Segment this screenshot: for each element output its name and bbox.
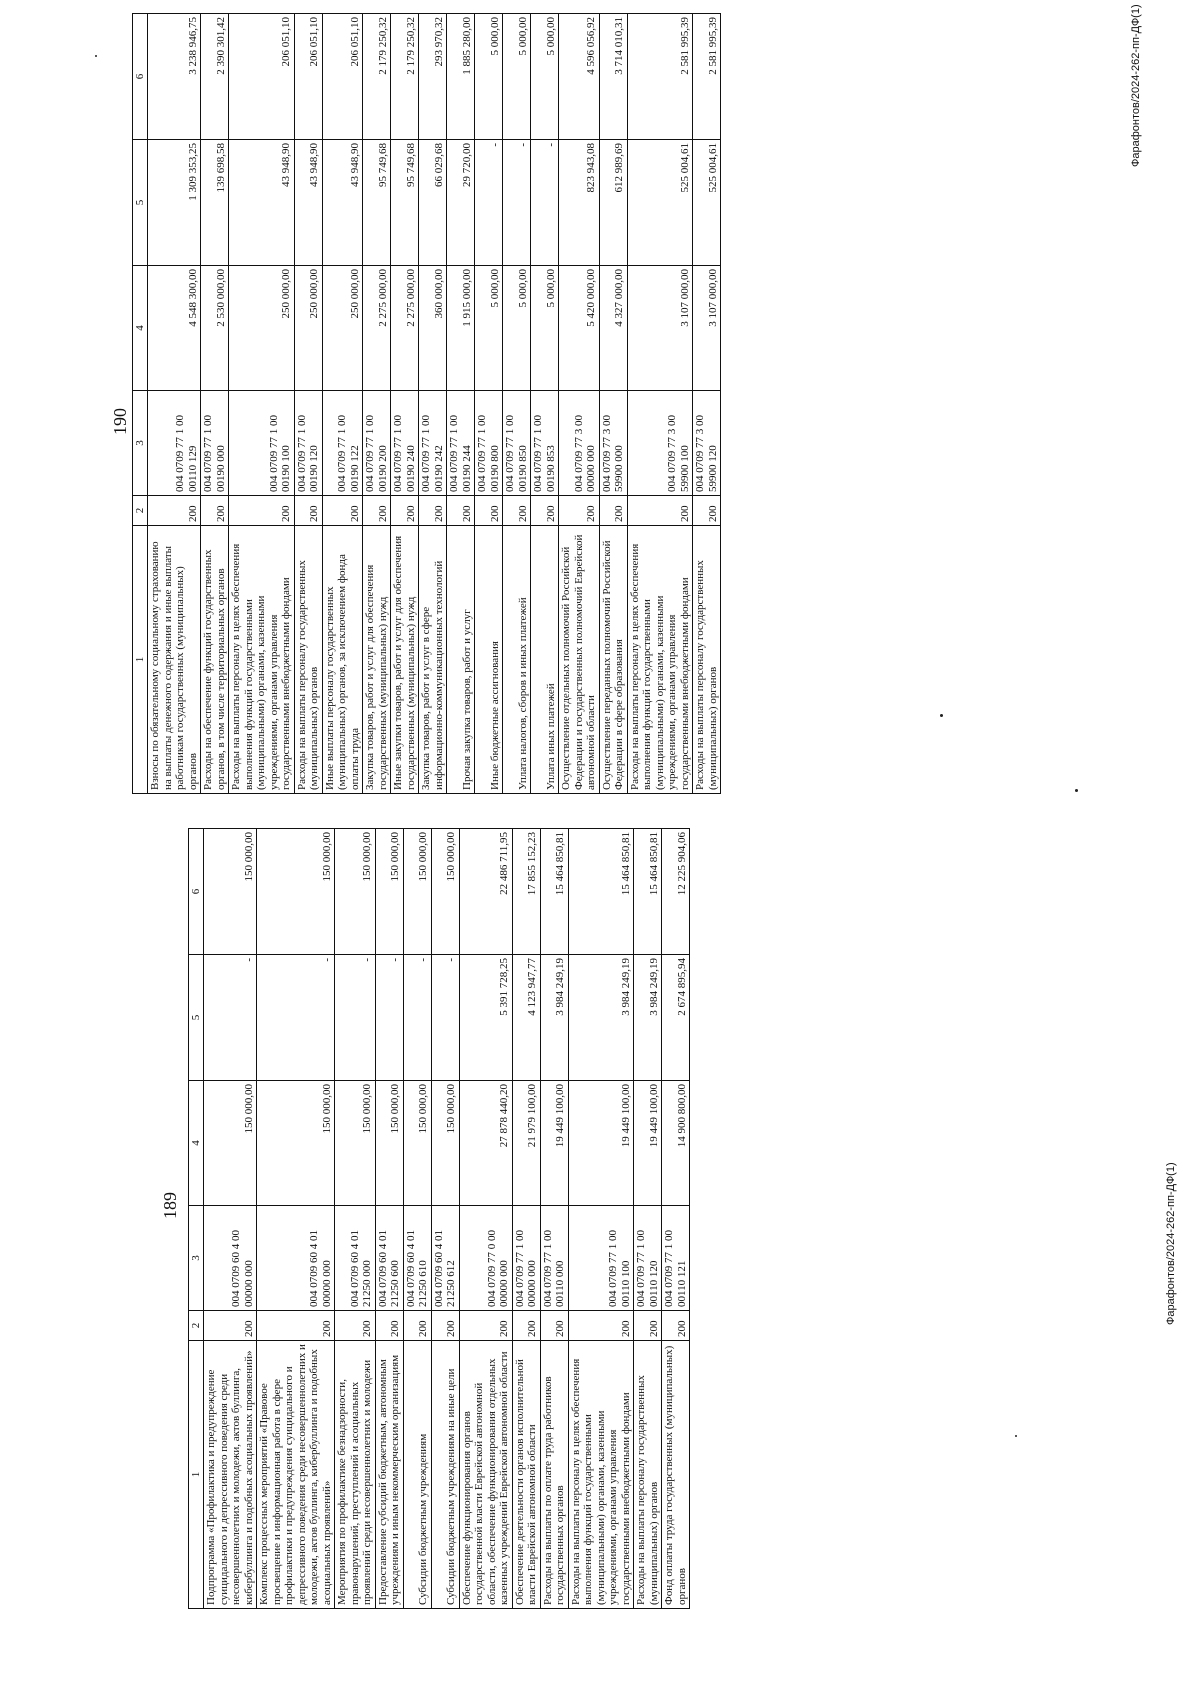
row-plan-amount: 150 000,00	[431, 1081, 459, 1206]
table-row	[257, 829, 335, 1609]
table-row	[559, 14, 600, 794]
row-total-amount: 17 855 152,23	[512, 829, 540, 955]
scan-speck	[1075, 789, 1078, 792]
table-row	[375, 829, 403, 1609]
table-row	[419, 14, 447, 794]
row-total-amount: 150 000,00	[403, 829, 431, 955]
row-total-amount: 1 885 280,00	[447, 14, 475, 140]
table-row	[322, 14, 363, 794]
row-total-amount: 2 179 250,32	[363, 14, 391, 140]
row-change-amount: 43 948,90	[229, 140, 295, 266]
row-code: 200	[148, 496, 201, 526]
column-header: 6	[133, 14, 148, 140]
row-change-amount: 525 004,61	[693, 140, 721, 266]
row-code: 200	[322, 496, 363, 526]
row-kbk: 004 0709 77 3 00 59900 100	[627, 391, 693, 496]
row-code: 200	[447, 496, 475, 526]
row-name: Фонд оплаты труда государственных (муниципальных) органов	[662, 1341, 690, 1609]
row-kbk: 004 0709 77 1 00 00110 100	[568, 1206, 634, 1311]
row-code: 200	[568, 1311, 634, 1341]
row-kbk: 004 0709 77 1 00 00190 000	[201, 391, 229, 496]
row-code: 200	[475, 496, 503, 526]
row-name: Закупка товаров, работ и услуг для обеспечения государственных (муниципальных) нужд	[363, 526, 391, 794]
row-change-amount: 525 004,61	[627, 140, 693, 266]
row-total-amount: 2 581 995,39	[693, 14, 721, 140]
row-change-amount: -	[475, 140, 503, 266]
row-change-amount: 612 989,69	[599, 140, 627, 266]
row-change-amount: -	[257, 955, 335, 1081]
row-name: Уплата налогов, сборов и иных платежей	[503, 526, 531, 794]
row-change-amount: -	[431, 955, 459, 1081]
row-change-amount: 66 029,68	[419, 140, 447, 266]
row-kbk: 004 0709 77 1 00 00190 120	[294, 391, 322, 496]
row-total-amount: 12 225 904,06	[662, 829, 690, 955]
table-row	[431, 829, 459, 1609]
scan-speck	[940, 714, 943, 717]
row-change-amount: 5 391 728,25	[459, 955, 512, 1081]
row-plan-amount: 2 275 000,00	[391, 266, 419, 391]
row-name: Обеспечение деятельности органов исполнительной власти Еврейской автономной области	[512, 1341, 540, 1609]
row-total-amount: 5 000,00	[475, 14, 503, 140]
row-plan-amount: 4 548 300,00	[148, 266, 201, 391]
row-total-amount: 206 051,10	[229, 14, 295, 140]
row-code: 200	[204, 1311, 257, 1341]
scan-speck	[95, 55, 97, 57]
row-change-amount: 95 749,68	[391, 140, 419, 266]
row-kbk: 004 0709 77 3 00 00000 000	[559, 391, 600, 496]
budget-table-left	[188, 828, 690, 1609]
row-name: Прочая закупка товаров, работ и услуг	[447, 526, 475, 794]
row-name: Взносы по обязательному социальному страхованию на выплаты денежного содержания и иные выплаты работникам государственных (муниципальных) органов	[148, 526, 201, 794]
row-code: 200	[599, 496, 627, 526]
row-kbk: 004 0709 77 1 00 00110 000	[540, 1206, 568, 1311]
row-name: Иные бюджетные ассигнования	[475, 526, 503, 794]
row-change-amount: -	[531, 140, 559, 266]
table-row	[363, 14, 391, 794]
row-change-amount: -	[503, 140, 531, 266]
row-name: Осуществление переданных полномочий Российской Федерации в сфере образования	[599, 526, 627, 794]
table-row	[403, 829, 431, 1609]
column-header: 3	[133, 391, 148, 496]
table-row	[335, 829, 376, 1609]
row-plan-amount: 3 107 000,00	[693, 266, 721, 391]
table-row	[568, 829, 634, 1609]
column-header: 5	[133, 140, 148, 266]
row-code: 200	[512, 1311, 540, 1341]
row-name: Уплата иных платежей	[531, 526, 559, 794]
row-plan-amount: 150 000,00	[403, 1081, 431, 1206]
table-row	[148, 14, 201, 794]
row-code: 200	[459, 1311, 512, 1341]
row-plan-amount: 150 000,00	[204, 1081, 257, 1206]
table-row	[391, 14, 419, 794]
row-plan-amount: 5 420 000,00	[559, 266, 600, 391]
table-row	[447, 14, 475, 794]
row-kbk: 004 0709 77 1 00 00190 240	[391, 391, 419, 496]
table-row	[662, 829, 690, 1609]
row-code: 200	[403, 1311, 431, 1341]
row-plan-amount: 14 900 800,00	[662, 1081, 690, 1206]
row-code: 200	[363, 496, 391, 526]
row-code: 200	[229, 496, 295, 526]
row-name: Обеспечение функционирования органов государственной власти Еврейской автономной области, обеспечение функционирования отдельных казенных учреждений Еврейской автономной области	[459, 1341, 512, 1609]
row-plan-amount: 150 000,00	[335, 1081, 376, 1206]
row-kbk: 004 0709 77 0 00 00000 000	[459, 1206, 512, 1311]
row-code: 200	[627, 496, 693, 526]
row-total-amount: 3 238 946,75	[148, 14, 201, 140]
row-change-amount: 139 698,58	[201, 140, 229, 266]
row-kbk: 004 0709 60 4 01 00000 000	[257, 1206, 335, 1311]
table-row	[503, 14, 531, 794]
row-plan-amount: 250 000,00	[294, 266, 322, 391]
row-kbk: 004 0709 77 1 00 00110 120	[634, 1206, 662, 1311]
row-plan-amount: 2 530 000,00	[201, 266, 229, 391]
row-name: Расходы на выплаты персоналу в целях обеспечения выполнения функций государственными (муниципальными) органами, казенными учреждениями, органами управления государственными внебюджетными фондами	[627, 526, 693, 794]
table-row	[204, 829, 257, 1609]
column-header: 3	[189, 1206, 204, 1311]
row-change-amount: -	[335, 955, 376, 1081]
row-plan-amount: 150 000,00	[375, 1081, 403, 1206]
row-code: 200	[503, 496, 531, 526]
row-name: Субсидии бюджетным учреждениям на иные цели	[431, 1341, 459, 1609]
row-code: 200	[294, 496, 322, 526]
table-row	[627, 14, 693, 794]
row-name: Иные закупки товаров, работ и услуг для обеспечения государственных (муниципальных) нужд	[391, 526, 419, 794]
row-plan-amount: 250 000,00	[322, 266, 363, 391]
row-kbk: 004 0709 60 4 01 21250 612	[431, 1206, 459, 1311]
row-kbk: 004 0709 60 4 01 21250 600	[375, 1206, 403, 1311]
scan-speck	[1015, 1435, 1017, 1437]
row-change-amount: 2 674 895,94	[662, 955, 690, 1081]
row-name: Расходы на выплаты по оплате труда работников государственных органов	[540, 1341, 568, 1609]
row-kbk: 004 0709 77 1 00 00190 242	[419, 391, 447, 496]
row-code: 200	[201, 496, 229, 526]
row-name: Расходы на выплаты персоналу в целях обеспечения выполнения функций государственными (муниципальными) органами, казенными учреждениями, органами управления государственными внебюджетными фондами	[568, 1341, 634, 1609]
row-change-amount: 29 720,00	[447, 140, 475, 266]
row-name: Иные выплаты персоналу государственных (муниципальных) органов, за исключением фонда оплаты труда	[322, 526, 363, 794]
row-name: Расходы на выплаты персоналу государственных (муниципальных) органов	[693, 526, 721, 794]
row-change-amount: 1 309 353,25	[148, 140, 201, 266]
table-row	[459, 829, 512, 1609]
row-change-amount: 95 749,68	[363, 140, 391, 266]
row-total-amount: 150 000,00	[204, 829, 257, 955]
row-total-amount: 150 000,00	[257, 829, 335, 955]
row-total-amount: 15 464 850,81	[568, 829, 634, 955]
row-name: Подпрограмма «Профилактика и предупреждение суицидального и депрессивного поведения среди несовершеннолетних и молодежи, актов буллинга, кибербуллинга и подобных асоциальных проявлений»	[204, 1341, 257, 1609]
row-code: 200	[257, 1311, 335, 1341]
row-code: 200	[375, 1311, 403, 1341]
footer-code-right: Фарафонтов/2024-262-пп-ДФ(1)	[1130, 4, 1142, 167]
row-plan-amount: 19 449 100,00	[568, 1081, 634, 1206]
row-kbk: 004 0709 77 1 00 00190 122	[322, 391, 363, 496]
row-change-amount: -	[403, 955, 431, 1081]
row-name: Предоставление субсидий бюджетным, автономным учреждениям и иным некоммерческим организациям	[375, 1341, 403, 1609]
row-name: Расходы на обеспечение функций государственных органов, в том числе территориальных органов	[201, 526, 229, 794]
column-header: 1	[133, 526, 148, 794]
row-change-amount: -	[204, 955, 257, 1081]
row-code: 200	[391, 496, 419, 526]
row-total-amount: 150 000,00	[431, 829, 459, 955]
row-code: 200	[634, 1311, 662, 1341]
column-header: 4	[133, 266, 148, 391]
column-header: 5	[189, 955, 204, 1081]
table-row	[531, 14, 559, 794]
table-row	[294, 14, 322, 794]
row-code: 200	[335, 1311, 376, 1341]
table-row	[540, 829, 568, 1609]
row-total-amount: 293 970,32	[419, 14, 447, 140]
row-change-amount: 3 984 249,19	[568, 955, 634, 1081]
column-number-row	[189, 829, 204, 1609]
row-plan-amount: 27 878 440,20	[459, 1081, 512, 1206]
row-name: Комплекс процессных мероприятий «Правовое просвещение и информационная работа в сфере профилактики и предупреждения суицидального и депрессивного поведения среди несовершеннолетних и молодежи, актов буллинга, кибербуллинга и подобных асоциальных проявлений»	[257, 1341, 335, 1609]
row-code: 200	[419, 496, 447, 526]
table-row	[201, 14, 229, 794]
row-plan-amount: 5 000,00	[531, 266, 559, 391]
column-header: 2	[189, 1311, 204, 1341]
column-header: 2	[133, 496, 148, 526]
row-total-amount: 2 390 301,42	[201, 14, 229, 140]
row-plan-amount: 1 915 000,00	[447, 266, 475, 391]
table-row	[599, 14, 627, 794]
row-name: Расходы на выплаты персоналу государственных (муниципальных) органов	[634, 1341, 662, 1609]
row-total-amount: 4 596 056,92	[559, 14, 600, 140]
row-name: Закупка товаров, работ и услуг в сфере информационно-коммуникационных технологий	[419, 526, 447, 794]
column-header: 1	[189, 1341, 204, 1609]
row-total-amount: 22 486 711,95	[459, 829, 512, 955]
row-code: 200	[531, 496, 559, 526]
footer-code-left: Фарафонтов/2024-262-пп-ДФ(1)	[1165, 1162, 1177, 1325]
page-number-right: 190	[110, 408, 130, 435]
row-plan-amount: 150 000,00	[257, 1081, 335, 1206]
row-kbk: 004 0709 77 1 00 00190 100	[229, 391, 295, 496]
row-total-amount: 2 179 250,32	[391, 14, 419, 140]
row-kbk: 004 0709 77 1 00 00000 000	[512, 1206, 540, 1311]
row-code: 200	[693, 496, 721, 526]
column-header: 4	[189, 1081, 204, 1206]
table-row	[693, 14, 721, 794]
row-change-amount: 4 123 947,77	[512, 955, 540, 1081]
row-name: Расходы на выплаты персоналу государственных (муниципальных) органов	[294, 526, 322, 794]
row-name: Субсидии бюджетным учреждениям	[403, 1341, 431, 1609]
row-change-amount: 3 984 249,19	[540, 955, 568, 1081]
row-total-amount: 3 714 010,31	[599, 14, 627, 140]
row-change-amount: 823 943,08	[559, 140, 600, 266]
row-plan-amount: 250 000,00	[229, 266, 295, 391]
row-plan-amount: 19 449 100,00	[634, 1081, 662, 1206]
row-plan-amount: 5 000,00	[503, 266, 531, 391]
row-plan-amount: 360 000,00	[419, 266, 447, 391]
row-kbk: 004 0709 77 1 00 00190 800	[475, 391, 503, 496]
row-total-amount: 5 000,00	[503, 14, 531, 140]
column-number-row	[133, 14, 148, 794]
row-total-amount: 206 051,10	[322, 14, 363, 140]
row-kbk: 004 0709 77 1 00 00190 853	[531, 391, 559, 496]
row-code: 200	[431, 1311, 459, 1341]
row-code: 200	[559, 496, 600, 526]
row-code: 200	[540, 1311, 568, 1341]
row-plan-amount: 2 275 000,00	[363, 266, 391, 391]
row-total-amount: 15 464 850,81	[634, 829, 662, 955]
row-kbk: 004 0709 77 1 00 00110 129	[148, 391, 201, 496]
table-row	[475, 14, 503, 794]
page-number-left: 189	[160, 1192, 180, 1219]
row-kbk: 004 0709 77 1 00 00190 850	[503, 391, 531, 496]
row-total-amount: 150 000,00	[375, 829, 403, 955]
row-total-amount: 206 051,10	[294, 14, 322, 140]
row-name: Расходы на выплаты персоналу в целях обеспечения выполнения функций государственными (муниципальными) органами, казенными учреждениями, органами управления государственными внебюджетными фондами	[229, 526, 295, 794]
row-total-amount: 15 464 850,81	[540, 829, 568, 955]
row-plan-amount: 21 979 100,00	[512, 1081, 540, 1206]
table-row	[512, 829, 540, 1609]
row-change-amount: -	[375, 955, 403, 1081]
row-kbk: 004 0709 60 4 01 21250 000	[335, 1206, 376, 1311]
row-change-amount: 43 948,90	[322, 140, 363, 266]
row-kbk: 004 0709 77 3 00 59900 120	[693, 391, 721, 496]
row-kbk: 004 0709 77 3 00 59900 000	[599, 391, 627, 496]
row-total-amount: 2 581 995,39	[627, 14, 693, 140]
table-row	[634, 829, 662, 1609]
row-code: 200	[662, 1311, 690, 1341]
row-plan-amount: 19 449 100,00	[540, 1081, 568, 1206]
row-total-amount: 5 000,00	[531, 14, 559, 140]
row-plan-amount: 5 000,00	[475, 266, 503, 391]
row-kbk: 004 0709 60 4 01 21250 610	[403, 1206, 431, 1311]
column-header: 6	[189, 829, 204, 955]
row-kbk: 004 0709 77 1 00 00190 244	[447, 391, 475, 496]
row-change-amount: 3 984 249,19	[634, 955, 662, 1081]
row-change-amount: 43 948,90	[294, 140, 322, 266]
table-row	[229, 14, 295, 794]
row-total-amount: 150 000,00	[335, 829, 376, 955]
row-plan-amount: 3 107 000,00	[627, 266, 693, 391]
row-name: Мероприятия по профилактике безнадзорности, правонарушений, преступлений и асоциальных проявлений среди несовершеннолетних и молодежи	[335, 1341, 376, 1609]
row-kbk: 004 0709 77 1 00 00110 121	[662, 1206, 690, 1311]
row-name: Осуществление отдельных полномочий Российской Федерации и государственных полномочий Еврейской автономной области	[559, 526, 600, 794]
row-kbk: 004 0709 60 4 00 00000 000	[204, 1206, 257, 1311]
budget-table-right	[132, 13, 721, 794]
row-plan-amount: 4 327 000,00	[599, 266, 627, 391]
row-kbk: 004 0709 77 1 00 00190 200	[363, 391, 391, 496]
